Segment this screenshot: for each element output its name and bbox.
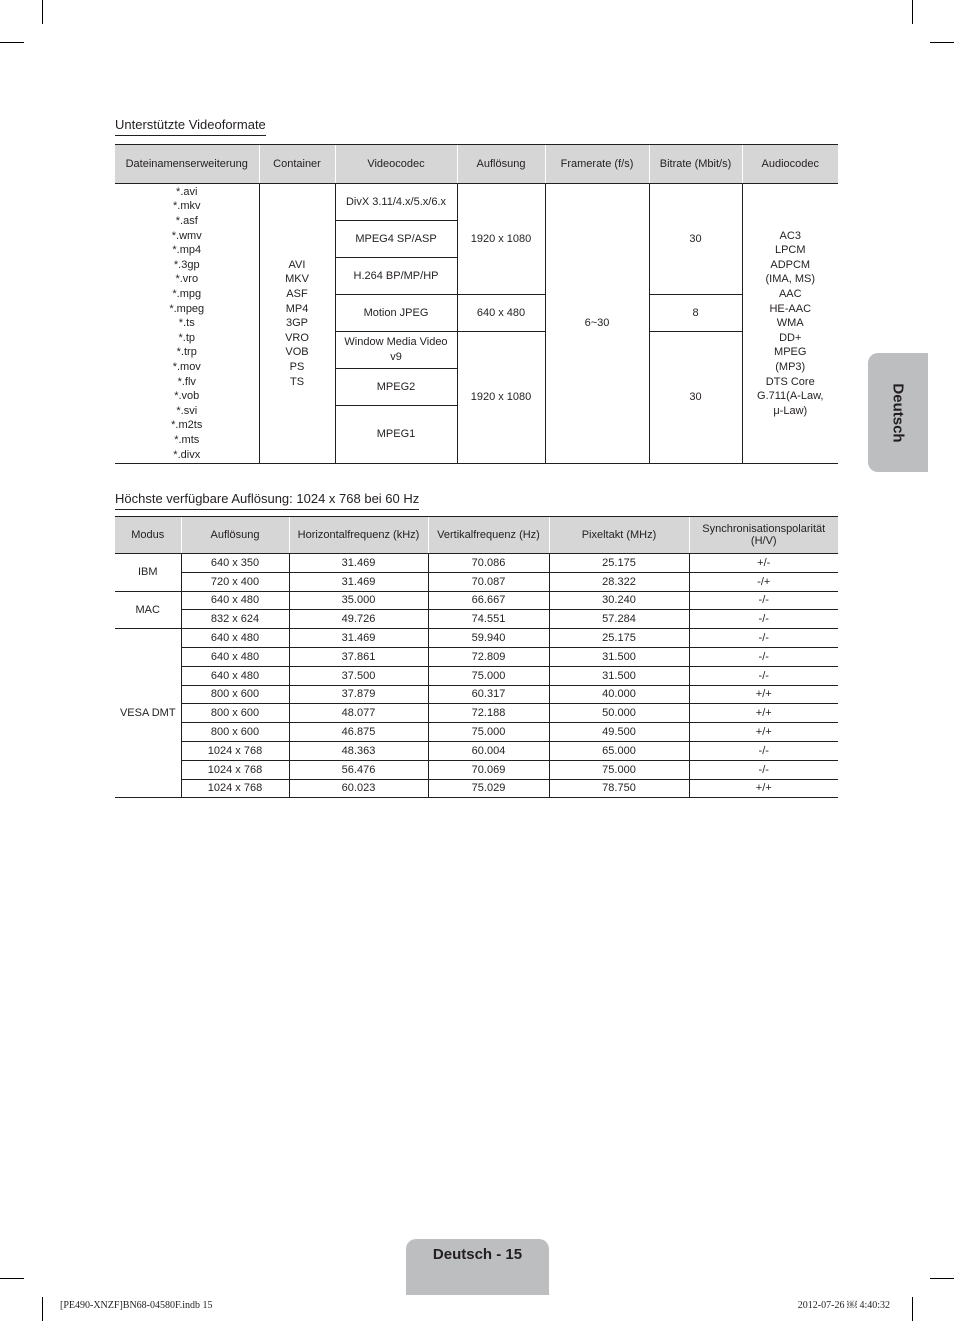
resolution-cell: 1920 x 1080 xyxy=(457,184,545,295)
table-cell: 60.023 xyxy=(289,779,428,798)
extension-item: *.divx xyxy=(173,448,201,461)
table-cell: 46.875 xyxy=(289,723,428,742)
table-cell: -/- xyxy=(689,591,838,610)
codec-cell: H.264 BP/MP/HP xyxy=(335,258,457,295)
extension-item: *.vob xyxy=(174,390,200,403)
table-cell: 640 x 480 xyxy=(181,666,289,685)
extension-item: *.mp4 xyxy=(172,244,202,257)
table-cell: 56.476 xyxy=(289,760,428,779)
crop-mark xyxy=(42,0,43,24)
table-cell: 49.500 xyxy=(549,723,689,742)
table-cell: 640 x 480 xyxy=(181,629,289,648)
table-cell: 31.469 xyxy=(289,572,428,591)
video-formats-table xyxy=(115,144,838,464)
table-cell: 800 x 600 xyxy=(181,704,289,723)
table-cell: 31.469 xyxy=(289,554,428,573)
audio-codec-item: MPEG xyxy=(774,346,807,359)
extension-item: *.trp xyxy=(176,346,197,359)
table-cell: 31.500 xyxy=(549,647,689,666)
table-cell: 72.188 xyxy=(428,704,549,723)
container-item: MP4 xyxy=(285,302,309,315)
table-cell: 28.322 xyxy=(549,572,689,591)
table-cell: 70.069 xyxy=(428,760,549,779)
extension-item: *.avi xyxy=(176,185,198,198)
table-header-row xyxy=(115,145,838,184)
page-number-label: Deutsch - 15 xyxy=(432,1246,523,1263)
table-cell: 57.284 xyxy=(549,610,689,629)
container-item: MKV xyxy=(285,273,309,286)
audio-codec-item: G.711(A-Law, xyxy=(757,390,824,403)
extension-item: *.wmv xyxy=(171,229,202,242)
col-header: Modus xyxy=(115,517,181,554)
col-header: Audiocodec xyxy=(742,145,838,184)
table-row xyxy=(115,741,838,760)
table-cell: 50.000 xyxy=(549,704,689,723)
codec-cell: MPEG1 xyxy=(335,406,457,464)
table-cell: 640 x 480 xyxy=(181,591,289,610)
extensions-cell xyxy=(115,184,259,464)
side-tab-label: Deutsch xyxy=(889,382,907,443)
table-cell: 72.809 xyxy=(428,647,549,666)
col-header: Auflösung xyxy=(181,517,289,554)
crop-mark xyxy=(0,1278,24,1279)
table-cell: +/+ xyxy=(689,723,838,742)
col-header: Synchronisationspolarität (H/V) xyxy=(689,517,838,554)
col-header: Bitrate (Mbit/s) xyxy=(649,145,742,184)
audio-codec-item: AC3 xyxy=(779,229,801,242)
resolution-cell: 1920 x 1080 xyxy=(457,332,545,464)
table-cell: 70.086 xyxy=(428,554,549,573)
table-cell: 48.363 xyxy=(289,741,428,760)
table-cell: 66.667 xyxy=(428,591,549,610)
table-cell: 49.726 xyxy=(289,610,428,629)
crop-mark xyxy=(0,42,24,43)
audio-codec-item: DD+ xyxy=(779,331,802,344)
table-cell: 720 x 400 xyxy=(181,572,289,591)
table-row xyxy=(115,704,838,723)
mode-cell: VESA DMT xyxy=(115,629,181,798)
container-item: VRO xyxy=(285,331,309,344)
table-cell: 35.000 xyxy=(289,591,428,610)
video-formats-title: Unterstützte Videoformate xyxy=(115,117,266,136)
extension-item: *.asf xyxy=(175,215,198,228)
codec-cell: DivX 3.11/4.x/5.x/6.x xyxy=(335,184,457,221)
table-cell: 832 x 624 xyxy=(181,610,289,629)
container-item: VOB xyxy=(285,346,309,359)
codec-cell: Motion JPEG xyxy=(335,295,457,332)
container-item: 3GP xyxy=(285,317,308,330)
language-side-tab xyxy=(868,353,928,472)
table-cell: 640 x 480 xyxy=(181,647,289,666)
extension-item: *.m2ts xyxy=(171,419,203,432)
table-row xyxy=(115,629,838,648)
col-header: Pixeltakt (MHz) xyxy=(549,517,689,554)
table-cell: 65.000 xyxy=(549,741,689,760)
col-header: Container xyxy=(259,145,335,184)
table-cell: 75.000 xyxy=(428,666,549,685)
container-item: ASF xyxy=(286,288,308,301)
table-cell: 1024 x 768 xyxy=(181,760,289,779)
extension-item: *.3gp xyxy=(173,258,200,271)
container-item: PS xyxy=(289,360,305,373)
table-header-row xyxy=(115,517,838,554)
audio-codec-item: LPCM xyxy=(774,244,806,257)
table-cell: 75.000 xyxy=(428,723,549,742)
audio-codec-item: ADPCM xyxy=(770,258,811,271)
table-cell: 25.175 xyxy=(549,629,689,648)
table-cell: 1024 x 768 xyxy=(181,779,289,798)
table-cell: -/- xyxy=(689,741,838,760)
col-header: Videocodec xyxy=(335,145,457,184)
table-cell: 640 x 350 xyxy=(181,554,289,573)
resolution-title: Höchste verfügbare Auflösung: 1024 x 768 bei 60 Hz xyxy=(115,491,419,510)
crop-mark xyxy=(930,1278,954,1279)
bitrate-cell: 30 xyxy=(649,332,742,464)
mode-cell: MAC xyxy=(115,591,181,629)
table-row xyxy=(115,591,838,610)
resolution-table xyxy=(115,516,838,798)
table-cell: 40.000 xyxy=(549,685,689,704)
table-cell: +/+ xyxy=(689,779,838,798)
extension-item: *.mkv xyxy=(173,200,201,213)
audio-codec-item: (IMA, MS) xyxy=(765,273,815,286)
framerate-cell: 6~30 xyxy=(545,184,649,464)
col-header: Auflösung xyxy=(457,145,545,184)
extension-item: *.mts xyxy=(174,433,200,446)
footer-timestamp: 2012-07-26 ￼ 4:40:32 xyxy=(797,1300,890,1311)
audio-codecs-cell xyxy=(742,184,838,464)
table-cell: 800 x 600 xyxy=(181,723,289,742)
audio-codec-item: (MP3) xyxy=(775,360,806,373)
table-cell: 75.029 xyxy=(428,779,549,798)
extension-item: *.mpeg xyxy=(169,302,205,315)
footer-file-info: [PE490-XNZF]BN68-04580F.indb 15 xyxy=(60,1300,213,1311)
table-cell: -/- xyxy=(689,629,838,648)
table-cell: 78.750 xyxy=(549,779,689,798)
table-row xyxy=(115,760,838,779)
table-cell: +/+ xyxy=(689,704,838,723)
table-cell: 60.004 xyxy=(428,741,549,760)
table-cell: 31.500 xyxy=(549,666,689,685)
codec-cell: MPEG4 SP/ASP xyxy=(335,221,457,258)
containers-cell xyxy=(259,184,335,464)
col-header: Dateinamenserweiterung xyxy=(115,145,259,184)
table-cell: 37.879 xyxy=(289,685,428,704)
table-cell: 800 x 600 xyxy=(181,685,289,704)
table-cell: -/- xyxy=(689,666,838,685)
crop-mark xyxy=(42,1297,43,1321)
extension-item: *.mpg xyxy=(172,288,202,301)
table-cell: -/- xyxy=(689,610,838,629)
extension-item: *.flv xyxy=(177,375,196,388)
crop-mark xyxy=(930,42,954,43)
table-cell: 59.940 xyxy=(428,629,549,648)
col-header: Framerate (f/s) xyxy=(545,145,649,184)
crop-mark xyxy=(912,0,913,24)
audio-codec-item: DTS Core xyxy=(765,375,815,388)
table-cell: 48.077 xyxy=(289,704,428,723)
bitrate-cell: 8 xyxy=(649,295,742,332)
mode-cell: IBM xyxy=(115,554,181,592)
audio-codec-item: AAC xyxy=(778,288,802,301)
audio-codec-item: μ-Law) xyxy=(773,404,808,417)
extension-item: *.tp xyxy=(178,331,195,344)
container-item: AVI xyxy=(288,258,306,271)
table-cell: -/- xyxy=(689,647,838,666)
table-cell: 74.551 xyxy=(428,610,549,629)
bitrate-cell: 30 xyxy=(649,184,742,295)
col-header: Vertikalfrequenz (Hz) xyxy=(428,517,549,554)
table-row xyxy=(115,554,838,573)
resolution-cell: 640 x 480 xyxy=(457,295,545,332)
table-cell: -/+ xyxy=(689,572,838,591)
table-row xyxy=(115,685,838,704)
table-row xyxy=(115,647,838,666)
table-cell: 60.317 xyxy=(428,685,549,704)
table-row xyxy=(115,723,838,742)
table-cell: 70.087 xyxy=(428,572,549,591)
codec-cell: Window Media Video v9 xyxy=(335,332,457,369)
table-row xyxy=(115,610,838,629)
table-cell: 25.175 xyxy=(549,554,689,573)
table-cell: 30.240 xyxy=(549,591,689,610)
table-cell: 31.469 xyxy=(289,629,428,648)
container-item: TS xyxy=(289,375,305,388)
table-row xyxy=(115,666,838,685)
table-cell: +/- xyxy=(689,554,838,573)
codec-cell: MPEG2 xyxy=(335,369,457,406)
table-row xyxy=(115,779,838,798)
col-header: Horizontalfrequenz (kHz) xyxy=(289,517,428,554)
audio-codec-item: HE-AAC xyxy=(769,302,812,315)
table-cell: 75.000 xyxy=(549,760,689,779)
extension-item: *.vro xyxy=(175,273,199,286)
extension-item: *.mov xyxy=(172,360,201,373)
table-cell: 37.861 xyxy=(289,647,428,666)
extension-item: *.ts xyxy=(178,317,195,330)
table-cell: 1024 x 768 xyxy=(181,741,289,760)
audio-codec-item: WMA xyxy=(776,317,804,330)
extension-item: *.svi xyxy=(176,404,198,417)
table-cell: 37.500 xyxy=(289,666,428,685)
page-number-tab xyxy=(406,1239,549,1295)
table-row xyxy=(115,572,838,591)
crop-mark xyxy=(912,1297,913,1321)
table-cell: +/+ xyxy=(689,685,838,704)
table-cell: -/- xyxy=(689,760,838,779)
